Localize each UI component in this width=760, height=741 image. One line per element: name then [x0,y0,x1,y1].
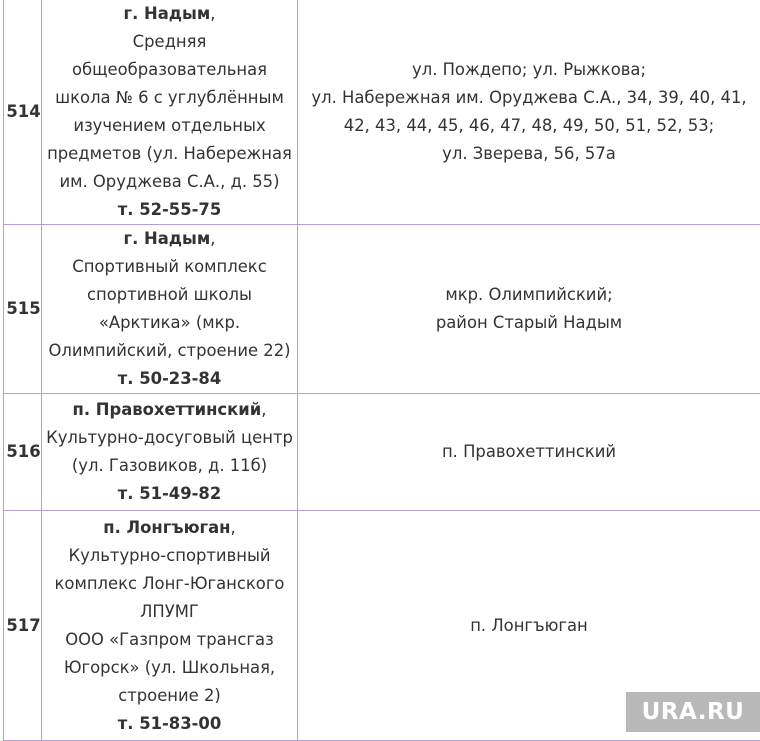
station-place: п. Правохеттинский [73,400,262,419]
area-line: мкр. Олимпийский; [298,281,760,309]
station-name-line: комплекс Лонг-Юганского [42,570,297,598]
area-line: п. Лонгъюган [298,612,760,640]
area-line: ул. Зверева, 56, 57а [298,140,760,168]
station-name-line: строение 2) [42,682,297,710]
station-name-line: Спортивный комплекс [42,253,297,281]
station-address-cell: п. Лонгъюган, Культурно-спортивный комплекс Лонг-Юганского ЛПУМГ ООО «Газпром трансгаз Югорск» (ул. Школьная, строение 2) т. 51-83-00 [42,511,298,741]
station-number: 516 [4,394,42,511]
station-name-line: Культурно-спортивный [42,542,297,570]
station-name-line: Средняя [42,28,297,56]
station-name-line: Культурно-досуговый центр [42,424,297,452]
station-name-line: ЛПУМГ [42,598,297,626]
station-name-line: им. Оруджева С.А., д. 55) [42,168,297,196]
station-address-cell: п. Правохеттинский, Культурно-досуговый центр (ул. Газовиков, д. 11б) т. 51-49-82 [42,394,298,511]
station-phone: т. 51-83-00 [118,714,221,733]
station-phone: т. 51-49-82 [118,484,221,503]
station-name-line: предметов (ул. Набережная [42,140,297,168]
table-row [4,225,760,394]
station-name-line: спортивной школы [42,281,297,309]
station-name-line: ООО «Газпром трансгаз [42,626,297,654]
station-number: 514 [4,0,42,225]
station-place: г. Надым [124,4,211,23]
station-place: г. Надым [124,229,211,248]
station-name-line: школа № 6 с углублённым [42,84,297,112]
station-address-cell: г. Надым, Спортивный комплекс спортивной школы «Арктика» (мкр. Олимпийский, строение 22) т. 50-23-84 [42,225,298,394]
station-name-line: «Арктика» (мкр. [42,309,297,337]
station-phone: т. 50-23-84 [118,369,221,388]
station-name-line: (ул. Газовиков, д. 11б) [42,452,297,480]
area-line: ул. Пождепо; ул. Рыжкова; [298,56,760,84]
area-line: ул. Набережная им. Оруджева С.А., 34, 39, 40, 41, [298,84,760,112]
polling-stations-table [3,0,760,741]
station-name-line: Олимпийский, строение 22) [42,337,297,365]
station-name-line: изучением отдельных [42,112,297,140]
station-address-cell: г. Надым, Средняя общеобразовательная школа № 6 с углублённым изучением отдельных предметов (ул. Набережная им. Оруджева С.А., д. 55) т. 52-55-75 [42,0,298,225]
station-phone: т. 52-55-75 [118,200,221,219]
area-line: 42, 43, 44, 45, 46, 47, 48, 49, 50, 51, 52, 53; [298,112,760,140]
district-area-cell [298,225,760,394]
table-row [4,394,760,511]
ura-ru-watermark: URA.RU [626,692,760,732]
station-name-line: общеобразовательная [42,56,297,84]
area-line: район Старый Надым [298,309,760,337]
district-area-cell [298,394,760,511]
station-number: 515 [4,225,42,394]
table-row [4,0,760,225]
district-area-cell [298,0,760,225]
station-name-line: Югорск» (ул. Школьная, [42,654,297,682]
area-line: п. Правохеттинский [298,438,760,466]
station-number: 517 [4,511,42,741]
station-place: п. Лонгъюган [103,518,230,537]
